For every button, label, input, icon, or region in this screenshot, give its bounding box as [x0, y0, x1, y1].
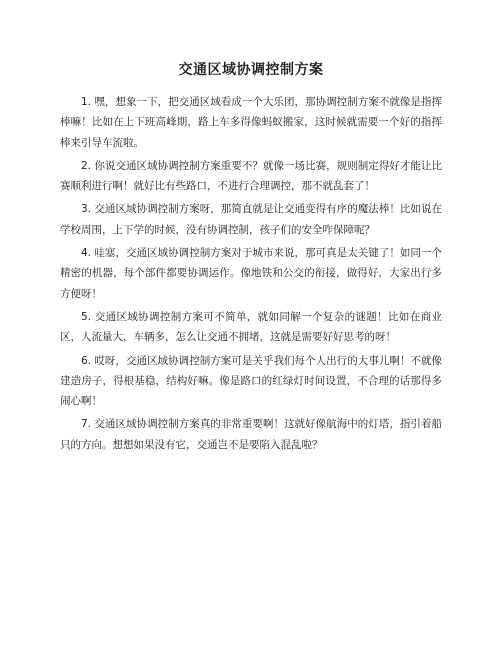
paragraph-6: 6. 哎呀，交通区域协调控制方案可是关乎我们每个人出行的大事儿啊！不就像建造房子，得根基稳，结构好嘛。像是路口的红绿灯时间设置，不合理的话那得多闹心啊！ — [60, 354, 442, 408]
document-title: 交通区域协调控制方案 — [178, 62, 324, 78]
paragraph-1: 1. 嘿，想象一下，把交通区域看成一个大乐团，那协调控制方案不就像是指挥棒嘛！比如在上下班高峰期，路上车多得像蚂蚁搬家，这时候就需要一个好的指挥棒来引导车流啦。 — [60, 96, 442, 149]
paragraph-2: 2. 你说交通区域协调控制方案重要不？就像一场比赛，规则制定得好才能让比赛顺利进行啊！就好比有些路口，不进行合理调控，那不就乱套了！ — [60, 159, 442, 193]
paragraph-4: 4. 哇塞，交通区域协调控制方案对于城市来说，那可真是太关键了！如同一个精密的机器，每个部件都要协调运作。像地铁和公交的衔接，做得好，大家出行多方便呀！ — [60, 247, 442, 300]
paragraph-3: 3. 交通区域协调控制方案呀，那简直就是让交通变得有序的魔法棒！比如说在学校周围，上下学的时候，没有协调控制，孩子们的安全咋保障呢？ — [60, 203, 442, 236]
document-body — [60, 92, 442, 455]
paragraph-7: 7. 交通区域协调控制方案真的非常重要啊！这就好像航海中的灯塔，指引着船只的方向。想想如果没有它，交通岂不是要陷入混乱啦？ — [60, 418, 442, 451]
paragraph-5: 5. 交通区域协调控制方案可不简单，就如同解一个复杂的谜题！比如在商业区，人流量大，车辆多，怎么让交通不拥堵，这就是需要好好思考的呀！ — [60, 310, 442, 344]
